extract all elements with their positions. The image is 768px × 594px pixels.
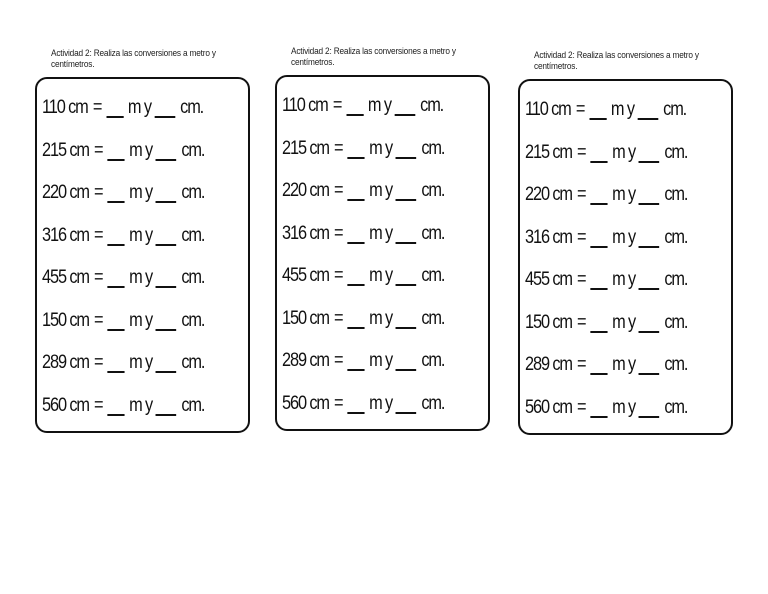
- exercise-row: [42, 87, 216, 130]
- centimeters-label: cm.: [421, 180, 445, 202]
- meters-label: m y: [369, 180, 393, 202]
- cm-value: 316 cm: [42, 224, 89, 246]
- meters-label: m y: [369, 137, 393, 159]
- centimeters-blank[interactable]: [396, 309, 417, 329]
- centimeters-label: cm.: [181, 352, 205, 374]
- exercise-row: [42, 257, 216, 300]
- meters-blank[interactable]: [348, 181, 365, 201]
- centimeters-blank[interactable]: [639, 355, 660, 375]
- meters-blank[interactable]: [108, 226, 125, 246]
- cm-value: 150 cm: [42, 309, 89, 331]
- cm-value: 110 cm: [525, 99, 571, 121]
- equals-sign: =: [334, 350, 343, 372]
- equals-sign: =: [334, 307, 343, 329]
- centimeters-label: cm.: [421, 392, 445, 414]
- meters-blank[interactable]: [591, 313, 608, 333]
- exercise-row: [42, 215, 216, 258]
- meters-blank[interactable]: [591, 143, 608, 163]
- meters-label: m y: [612, 226, 636, 248]
- centimeters-blank[interactable]: [396, 181, 417, 201]
- meters-label: m y: [612, 184, 636, 206]
- exercise-box: [518, 79, 733, 435]
- equals-sign: =: [577, 141, 586, 163]
- meters-blank[interactable]: [591, 228, 608, 248]
- meters-label: m y: [369, 307, 393, 329]
- meters-label: m y: [612, 141, 636, 163]
- exercise-row: [42, 300, 216, 343]
- centimeters-blank[interactable]: [639, 313, 660, 333]
- centimeters-label: cm.: [181, 139, 205, 161]
- cm-value: 110 cm: [282, 95, 328, 117]
- equals-sign: =: [577, 311, 586, 333]
- meters-blank[interactable]: [108, 311, 125, 331]
- exercise-row: [42, 130, 216, 173]
- cm-value: 455 cm: [525, 269, 572, 291]
- meters-label: m y: [612, 396, 636, 418]
- meters-blank[interactable]: [348, 266, 365, 286]
- meters-label: m y: [612, 269, 636, 291]
- equals-sign: =: [577, 354, 586, 376]
- centimeters-blank[interactable]: [154, 98, 175, 118]
- equals-sign: =: [94, 182, 103, 204]
- exercise-row: [42, 342, 216, 385]
- worksheet-title: Actividad 2: Realiza las conversiones a metro y centímetros.: [51, 48, 216, 69]
- meters-blank[interactable]: [108, 268, 125, 288]
- centimeters-label: cm.: [181, 182, 205, 204]
- centimeters-label: cm.: [181, 224, 205, 246]
- exercise-row: [282, 85, 456, 128]
- meters-label: m y: [612, 311, 636, 333]
- exercise-row: [525, 174, 699, 217]
- equals-sign: =: [334, 180, 343, 202]
- cm-value: 150 cm: [525, 311, 572, 333]
- exercise-row: [525, 344, 699, 387]
- centimeters-blank[interactable]: [637, 100, 658, 120]
- meters-label: m y: [129, 139, 153, 161]
- meters-label: m y: [129, 224, 153, 246]
- meters-blank[interactable]: [348, 309, 365, 329]
- centimeters-blank[interactable]: [396, 266, 417, 286]
- centimeters-blank[interactable]: [639, 143, 660, 163]
- cm-value: 220 cm: [42, 182, 89, 204]
- meters-label: m y: [369, 350, 393, 372]
- exercise-row: [282, 255, 456, 298]
- exercise-row: [282, 383, 456, 426]
- meters-blank[interactable]: [348, 394, 365, 414]
- meters-blank[interactable]: [591, 355, 608, 375]
- meters-label: m y: [612, 354, 636, 376]
- exercise-row: [282, 213, 456, 256]
- centimeters-blank[interactable]: [156, 183, 177, 203]
- exercise-row: [42, 385, 216, 428]
- meters-blank[interactable]: [348, 224, 365, 244]
- centimeters-blank[interactable]: [156, 396, 177, 416]
- meters-blank[interactable]: [108, 183, 125, 203]
- exercise-row: [525, 302, 699, 345]
- centimeters-label: cm.: [181, 267, 205, 289]
- meters-label: m y: [129, 394, 153, 416]
- meters-blank[interactable]: [589, 100, 606, 120]
- meters-blank[interactable]: [106, 98, 123, 118]
- cm-value: 316 cm: [525, 226, 572, 248]
- cm-value: 220 cm: [525, 184, 572, 206]
- centimeters-blank[interactable]: [156, 353, 177, 373]
- centimeters-label: cm.: [421, 222, 445, 244]
- equals-sign: =: [94, 267, 103, 289]
- centimeters-label: cm.: [421, 137, 445, 159]
- meters-blank[interactable]: [348, 139, 365, 159]
- centimeters-blank[interactable]: [156, 226, 177, 246]
- meters-blank[interactable]: [591, 185, 608, 205]
- centimeters-label: cm.: [664, 226, 688, 248]
- cm-value: 220 cm: [282, 180, 329, 202]
- equals-sign: =: [577, 226, 586, 248]
- centimeters-blank[interactable]: [156, 268, 177, 288]
- cm-value: 150 cm: [282, 307, 329, 329]
- centimeters-label: cm.: [663, 99, 687, 121]
- exercise-row: [282, 298, 456, 341]
- worksheet-1: [35, 48, 257, 433]
- meters-blank[interactable]: [591, 398, 608, 418]
- centimeters-label: cm.: [421, 307, 445, 329]
- equals-sign: =: [334, 222, 343, 244]
- cm-value: 455 cm: [282, 265, 329, 287]
- centimeters-label: cm.: [664, 311, 688, 333]
- centimeters-label: cm.: [664, 184, 688, 206]
- centimeters-blank[interactable]: [396, 351, 417, 371]
- equals-sign: =: [577, 269, 586, 291]
- centimeters-blank[interactable]: [639, 185, 660, 205]
- cm-value: 289 cm: [42, 352, 89, 374]
- cm-value: 560 cm: [525, 396, 572, 418]
- cm-value: 215 cm: [525, 141, 572, 163]
- meters-label: m y: [610, 99, 634, 121]
- equals-sign: =: [94, 139, 103, 161]
- centimeters-blank[interactable]: [639, 228, 660, 248]
- meters-blank[interactable]: [346, 96, 363, 116]
- cm-value: 110 cm: [42, 97, 88, 119]
- cm-value: 289 cm: [282, 350, 329, 372]
- exercise-row: [282, 340, 456, 383]
- meters-label: m y: [367, 95, 391, 117]
- centimeters-label: cm.: [664, 269, 688, 291]
- equals-sign: =: [94, 394, 103, 416]
- meters-blank[interactable]: [108, 353, 125, 373]
- meters-label: m y: [127, 97, 151, 119]
- centimeters-blank[interactable]: [396, 394, 417, 414]
- centimeters-label: cm.: [664, 354, 688, 376]
- meters-label: m y: [129, 182, 153, 204]
- meters-blank[interactable]: [348, 351, 365, 371]
- meters-label: m y: [129, 267, 153, 289]
- equals-sign: =: [577, 396, 586, 418]
- exercise-row: [282, 170, 456, 213]
- cm-value: 316 cm: [282, 222, 329, 244]
- centimeters-label: cm.: [181, 394, 205, 416]
- equals-sign: =: [94, 309, 103, 331]
- meters-label: m y: [129, 309, 153, 331]
- equals-sign: =: [94, 352, 103, 374]
- exercise-row: [525, 89, 699, 132]
- exercise-row: [525, 217, 699, 260]
- worksheet-title: Actividad 2: Realiza las conversiones a metro y centímetros.: [534, 50, 699, 71]
- exercise-row: [42, 172, 216, 215]
- centimeters-label: cm.: [181, 309, 205, 331]
- exercise-row: [525, 259, 699, 302]
- cm-value: 289 cm: [525, 354, 572, 376]
- equals-sign: =: [332, 95, 342, 117]
- cm-value: 215 cm: [282, 137, 329, 159]
- exercise-row: [525, 387, 699, 430]
- centimeters-label: cm.: [421, 350, 445, 372]
- equals-sign: =: [334, 265, 343, 287]
- centimeters-blank[interactable]: [156, 311, 177, 331]
- equals-sign: =: [334, 137, 343, 159]
- centimeters-label: cm.: [664, 141, 688, 163]
- equals-sign: =: [577, 184, 586, 206]
- exercise-box: [35, 77, 250, 433]
- cm-value: 455 cm: [42, 267, 89, 289]
- equals-sign: =: [575, 99, 585, 121]
- centimeters-label: cm.: [180, 97, 204, 119]
- worksheet-3: [518, 50, 740, 435]
- meters-label: m y: [129, 352, 153, 374]
- meters-blank[interactable]: [591, 270, 608, 290]
- exercise-row: [525, 132, 699, 175]
- equals-sign: =: [334, 392, 343, 414]
- cm-value: 560 cm: [42, 394, 89, 416]
- centimeters-label: cm.: [420, 95, 444, 117]
- meters-blank[interactable]: [108, 141, 125, 161]
- meters-label: m y: [369, 265, 393, 287]
- worksheet-title: Actividad 2: Realiza las conversiones a metro y centímetros.: [291, 46, 456, 67]
- centimeters-blank[interactable]: [639, 398, 660, 418]
- worksheet-2: [275, 46, 497, 431]
- equals-sign: =: [92, 97, 102, 119]
- centimeters-blank[interactable]: [396, 224, 417, 244]
- meters-blank[interactable]: [108, 396, 125, 416]
- centimeters-blank[interactable]: [394, 96, 415, 116]
- meters-label: m y: [369, 392, 393, 414]
- exercise-box: [275, 75, 490, 431]
- equals-sign: =: [94, 224, 103, 246]
- centimeters-blank[interactable]: [156, 141, 177, 161]
- cm-value: 560 cm: [282, 392, 329, 414]
- centimeters-label: cm.: [664, 396, 688, 418]
- exercise-row: [282, 128, 456, 171]
- centimeters-blank[interactable]: [639, 270, 660, 290]
- centimeters-blank[interactable]: [396, 139, 417, 159]
- centimeters-label: cm.: [421, 265, 445, 287]
- cm-value: 215 cm: [42, 139, 89, 161]
- meters-label: m y: [369, 222, 393, 244]
